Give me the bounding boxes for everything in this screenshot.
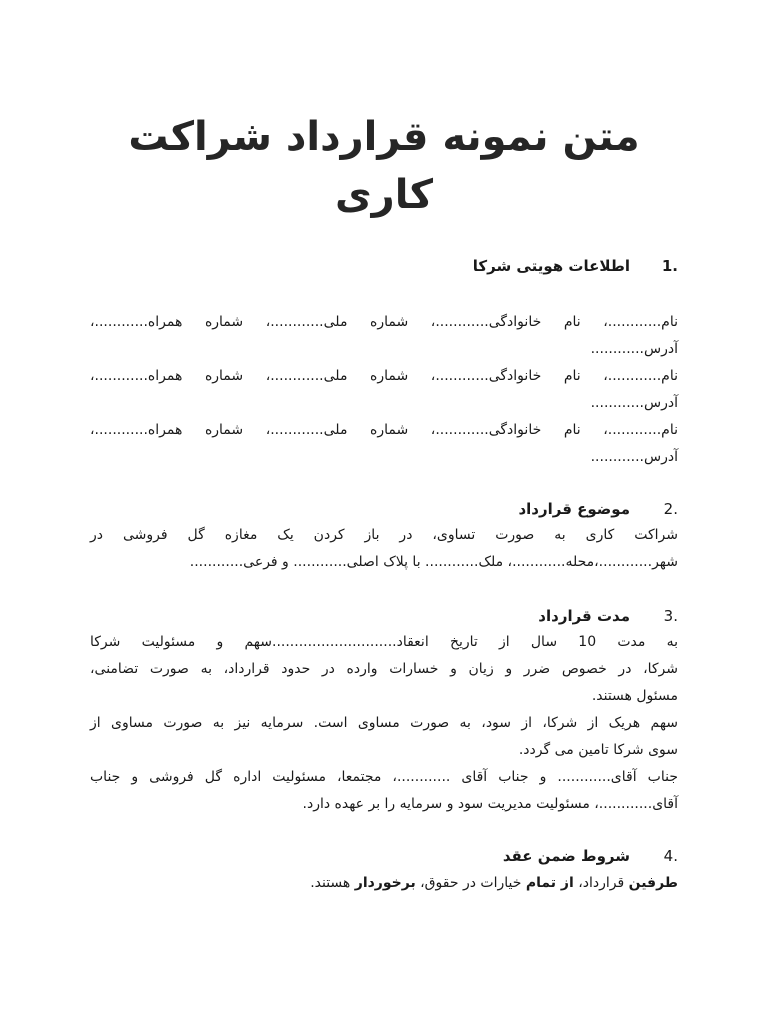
- section-2-line-1: شراکت کاری به صورت تساوی، در باز کردن یک مغازه گل فروشی در: [90, 527, 678, 543]
- section-4-word-all: از تمام: [525, 875, 574, 891]
- section-1-number: .1: [661, 257, 678, 275]
- section-2-text: [90, 522, 678, 576]
- section-3-heading: [90, 604, 678, 628]
- section-3-text: [90, 629, 678, 818]
- section-4-title: شروط ضمن عقد: [502, 847, 630, 865]
- section-4-text: [90, 870, 678, 897]
- section-4-word-entitled: برخوردار: [354, 875, 416, 891]
- identity-row-2-line-2: آدرس............: [590, 395, 678, 411]
- identity-row-3-line-2: آدرس............: [590, 449, 678, 465]
- identity-row-3-line-1: نام............، نام خانوادگی............، شماره ملی............، شماره همراه............،: [90, 422, 678, 438]
- document-title: [90, 108, 678, 224]
- section-3-p1-line-2: شرکا، در خصوص ضرر و زیان و خسارات وارده در حدود قرارداد، به صورت تضامنی،: [90, 661, 678, 677]
- section-2-title: موضوع قرارداد: [518, 500, 630, 518]
- section-1-identity-list: [90, 309, 678, 471]
- section-1-heading: [90, 254, 678, 278]
- section-4-word-parties: طرفین: [628, 875, 678, 891]
- title-line-1: متن نمونه قرارداد شراکت: [128, 114, 640, 160]
- section-3-number: .3: [663, 607, 678, 625]
- section-3-p3-line-1: جناب آقای............ و جناب آقای ............، مجتمعا، مسئولیت اداره گل فروشی و جناب: [90, 769, 678, 785]
- section-4-word-options: خیارات در حقوق،: [420, 875, 522, 891]
- section-3-p2-line-2: سوی شرکا تامین می گردد.: [518, 742, 678, 758]
- document-page: [90, 0, 678, 1024]
- section-3-title: مدت قرارداد: [538, 607, 630, 625]
- identity-row-1-line-1: نام............، نام خانوادگی............، شماره ملی............، شماره همراه............،: [90, 314, 678, 330]
- section-2-number: .2: [663, 500, 678, 518]
- section-4-number: .4: [663, 847, 678, 865]
- section-4-word-contract: قرارداد،: [578, 875, 625, 891]
- identity-row-1-line-2: آدرس............: [590, 341, 678, 357]
- section-3-p2-line-1: سهم هریک از شرکا، از سود، به صورت مساوی است. سرمایه نیز به صورت مساوی از: [90, 715, 678, 731]
- section-3-p1-line-3: مسئول هستند.: [591, 688, 678, 704]
- section-2-line-2: شهر............،محله............، ملک............ با پلاک اصلی............ و فرعی............: [189, 554, 678, 570]
- section-1-title: اطلاعات هویتی شرکا: [472, 257, 630, 275]
- title-line-2: کاری: [335, 172, 433, 218]
- section-2-heading: [90, 497, 678, 521]
- section-3-p1-line-1: به مدت 10 سال از تاریخ انعقاد............................سهم و مسئولیت شرکا: [90, 634, 678, 650]
- section-3-p3-line-2: آقای............، مسئولیت مدیریت سود و سرمایه را بر عهده دارد.: [302, 796, 678, 812]
- identity-row-2-line-1: نام............، نام خانوادگی............، شماره ملی............، شماره همراه............،: [90, 368, 678, 384]
- section-4-word-are: هستند.: [310, 875, 351, 891]
- section-4-line-1: [90, 870, 678, 897]
- section-4-heading: [90, 844, 678, 868]
